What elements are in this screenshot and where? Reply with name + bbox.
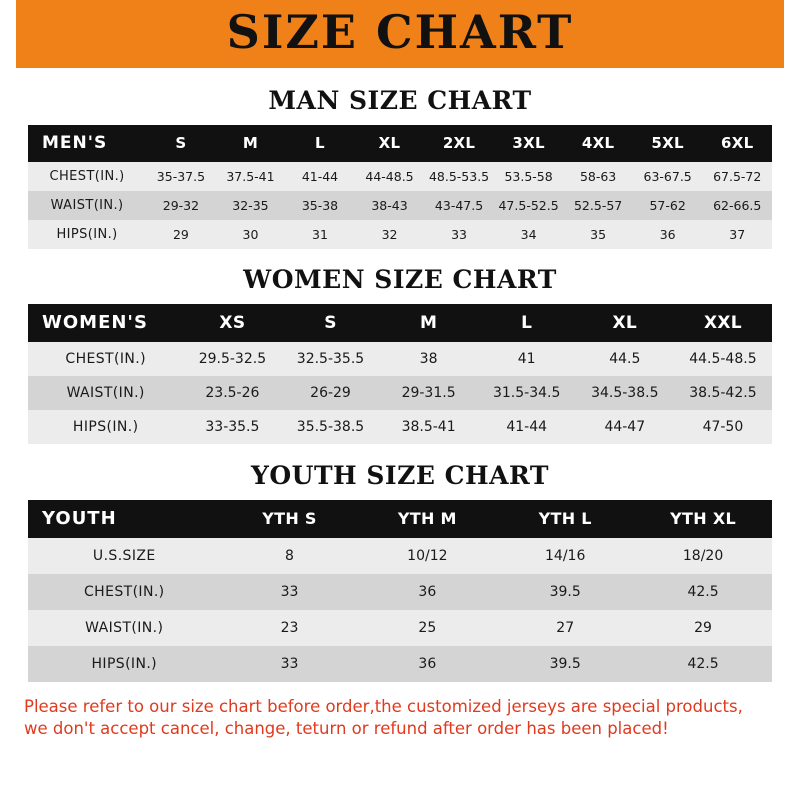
column-header: YTH XL [670, 509, 736, 528]
table-header-row [28, 304, 772, 342]
cell: 31.5-34.5 [492, 385, 561, 401]
cell: 25 [418, 620, 437, 636]
women-size-table [28, 304, 772, 444]
cell: 10/12 [407, 548, 448, 564]
cell: 41-44 [506, 419, 548, 435]
cell: 44.5 [609, 351, 641, 367]
table-row [28, 610, 772, 646]
note-line-1: Please refer to our size chart before order,the customized jerseys are special products, [24, 697, 743, 716]
cell: 67.5-72 [713, 169, 762, 184]
cell: 33 [280, 656, 299, 672]
table-row [28, 191, 772, 220]
column-header: YTH M [397, 509, 457, 528]
cell: 8 [285, 548, 294, 564]
banner-left-spacer [0, 0, 16, 68]
cell: 23 [280, 620, 299, 636]
table-row [28, 162, 772, 191]
column-header: M [242, 134, 259, 152]
youth-size-table-wrapper [28, 500, 772, 682]
cell: 38 [419, 351, 438, 367]
cell: 29-32 [162, 198, 200, 213]
table-row [28, 410, 772, 444]
cell: 34 [520, 227, 537, 242]
header-banner [0, 0, 800, 68]
cell: 44-48.5 [365, 169, 414, 184]
cell: 34.5-38.5 [591, 385, 659, 401]
cell: 35-37.5 [156, 169, 206, 184]
row-label: CHEST(IN.) [83, 584, 165, 600]
cell: 32-35 [232, 198, 269, 213]
cell: 29.5-32.5 [198, 351, 267, 367]
column-header: 6XL [720, 134, 754, 152]
cell: 36 [418, 656, 437, 672]
page-title: SIZE CHART [226, 5, 574, 59]
table-row [28, 342, 772, 376]
cell: 29-31.5 [401, 385, 456, 401]
table-row [28, 220, 772, 249]
man-section-title: MAN SIZE CHART [268, 86, 532, 115]
table-header-row [28, 125, 772, 162]
table-row [28, 538, 772, 574]
man-size-table-wrapper [28, 125, 772, 249]
cell: 42.5 [687, 584, 719, 600]
column-header: XL [612, 312, 638, 333]
column-header: L [521, 312, 533, 333]
cell: 43-47.5 [434, 198, 484, 213]
table-row [28, 646, 772, 682]
row-label: HIPS(IN.) [72, 419, 139, 435]
column-header: MEN'S [42, 133, 108, 153]
cell: 63-67.5 [643, 169, 692, 184]
cell: 33 [280, 584, 299, 600]
column-header: L [315, 134, 325, 152]
cell: 42.5 [687, 656, 719, 672]
order-policy-note [24, 696, 776, 741]
cell: 57-62 [649, 198, 686, 213]
cell: 33 [451, 227, 467, 242]
cell: 47-50 [702, 419, 744, 435]
cell: 47.5-52.5 [498, 198, 559, 213]
cell: 32.5-35.5 [296, 351, 365, 367]
column-header: XXL [703, 312, 742, 333]
cell: 33-35.5 [205, 419, 260, 435]
cell: 37 [729, 227, 746, 242]
cell: 35.5-38.5 [296, 419, 365, 435]
cell: 36 [418, 584, 437, 600]
cell: 23.5-26 [205, 385, 260, 401]
cell: 48.5-53.5 [428, 169, 490, 184]
women-section-title: WOMEN SIZE CHART [243, 265, 557, 294]
cell: 62-66.5 [713, 198, 762, 213]
cell: 38-43 [371, 198, 408, 213]
cell: 44.5-48.5 [689, 351, 757, 367]
cell: 38.5-42.5 [689, 385, 757, 401]
cell: 32 [381, 227, 398, 242]
row-label: CHEST(IN.) [65, 351, 146, 367]
row-label: WAIST(IN.) [66, 385, 145, 401]
cell: 44-47 [604, 419, 646, 435]
row-label: HIPS(IN.) [56, 227, 118, 242]
row-label: HIPS(IN.) [91, 656, 158, 672]
cell: 36 [659, 227, 676, 242]
column-header: 2XL [442, 134, 476, 152]
column-header: 3XL [512, 134, 545, 152]
table-row [28, 574, 772, 610]
note-line-2: we don't accept cancel, change, teturn or refund after order has been placed! [24, 719, 669, 739]
column-header: 4XL [581, 134, 615, 152]
women-size-table-wrapper [28, 304, 772, 444]
cell: 39.5 [549, 656, 581, 672]
banner-right-spacer [784, 0, 800, 68]
column-header: M [419, 312, 438, 333]
cell: 35 [590, 227, 607, 242]
cell: 58-63 [579, 169, 617, 184]
cell: 29 [694, 620, 712, 636]
column-header: XS [219, 312, 246, 333]
column-header: S [324, 312, 337, 333]
cell: 26-29 [310, 385, 351, 401]
cell: 30 [242, 227, 259, 242]
cell: 14/16 [545, 548, 586, 564]
cell: 41 [517, 351, 536, 367]
cell: 35-38 [301, 198, 339, 213]
row-label: WAIST(IN.) [85, 620, 164, 636]
cell: 39.5 [549, 584, 581, 600]
youth-section-title: YOUTH SIZE CHART [251, 461, 549, 490]
column-header: S [175, 134, 187, 152]
table-row [28, 376, 772, 410]
row-label: CHEST(IN.) [49, 169, 125, 184]
cell: 53.5-58 [504, 169, 553, 184]
column-header: YTH S [262, 509, 317, 528]
cell: 29 [172, 227, 189, 242]
column-header: WOMEN'S [42, 312, 148, 333]
man-size-table [28, 125, 772, 249]
column-header: 5XL [651, 134, 684, 152]
cell: 27 [556, 620, 575, 636]
row-label: WAIST(IN.) [50, 198, 124, 213]
cell: 37.5-41 [226, 169, 275, 184]
cell: 38.5-41 [401, 419, 456, 435]
youth-size-table [28, 500, 772, 682]
cell: 18/20 [682, 548, 724, 564]
cell: 52.5-57 [573, 198, 623, 213]
table-header-row [28, 500, 772, 538]
cell: 41-44 [301, 169, 339, 184]
cell: 31 [312, 227, 328, 242]
column-header: XL [378, 134, 401, 152]
row-label: U.S.SIZE [92, 548, 156, 564]
column-header: YTH L [538, 509, 592, 528]
column-header: YOUTH [42, 508, 117, 529]
